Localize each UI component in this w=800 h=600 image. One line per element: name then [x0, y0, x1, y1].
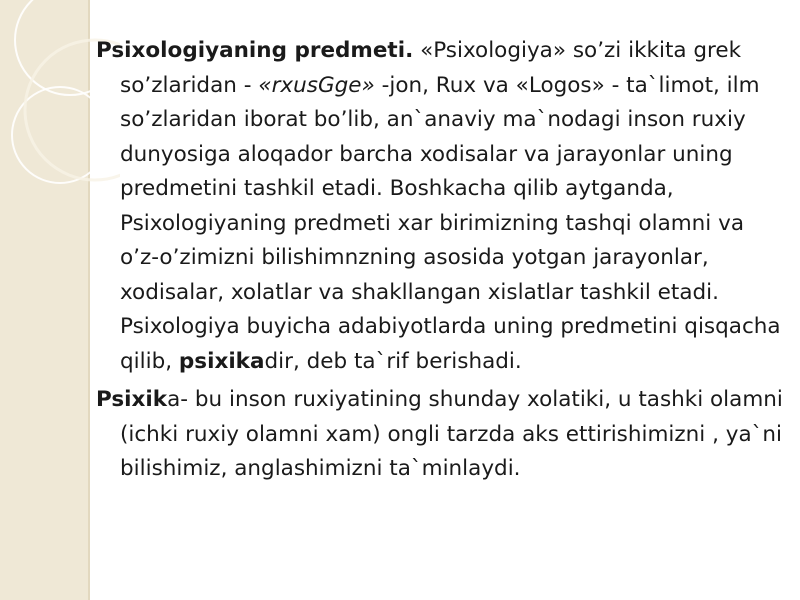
paragraph-heading: Psixologiyaning predmeti.: [96, 38, 414, 63]
paragraph-text-a: «Psixologiya» so’zi ikkita grek so’zlaridan -: [120, 38, 742, 98]
slide-content: [96, 34, 790, 491]
paragraph-text-b: -jon, Rux va «Logos» - ta`limot, ilm so’zlaridan iborat bo’lib, an`anaviy ma`nodagi inson ruxiy dunyosiga aloqador barcha xodisalar va jarayonlar uning predmetini tashkil etadi. Boshkacha qilib aytganda, Psixologiyaning predmeti xar birimizning tashqi olamni va o’z-o’zimizni bilishimnzning asosida yotgan jarayonlar, xodisalar, xolatlar va shakllangan xislatlar tashkil etadi. Psixologiya buyicha adabiyotlarda uning predmetini qisqacha qilib,: [120, 72, 781, 374]
bold-term-psixika: psixika: [178, 348, 265, 374]
bold-term-psixik: Psixik: [96, 387, 168, 412]
paragraph-text-c: dir, deb ta`rif berishadi.: [264, 348, 522, 374]
paragraph-definition-text: a- bu inson ruxiyatining shunday xolatiki, u tashki olamni (ichki ruxiy olamni xam) ongli tarzda aks ettirishimizni , ya`ni bilishimiz, anglashimizni ta`minlaydi.: [120, 387, 783, 481]
paragraph-psixika-definition: [96, 383, 790, 487]
italic-term: «rxusGge»: [258, 72, 375, 98]
paragraph-psixologiya-predmeti: [96, 34, 790, 379]
